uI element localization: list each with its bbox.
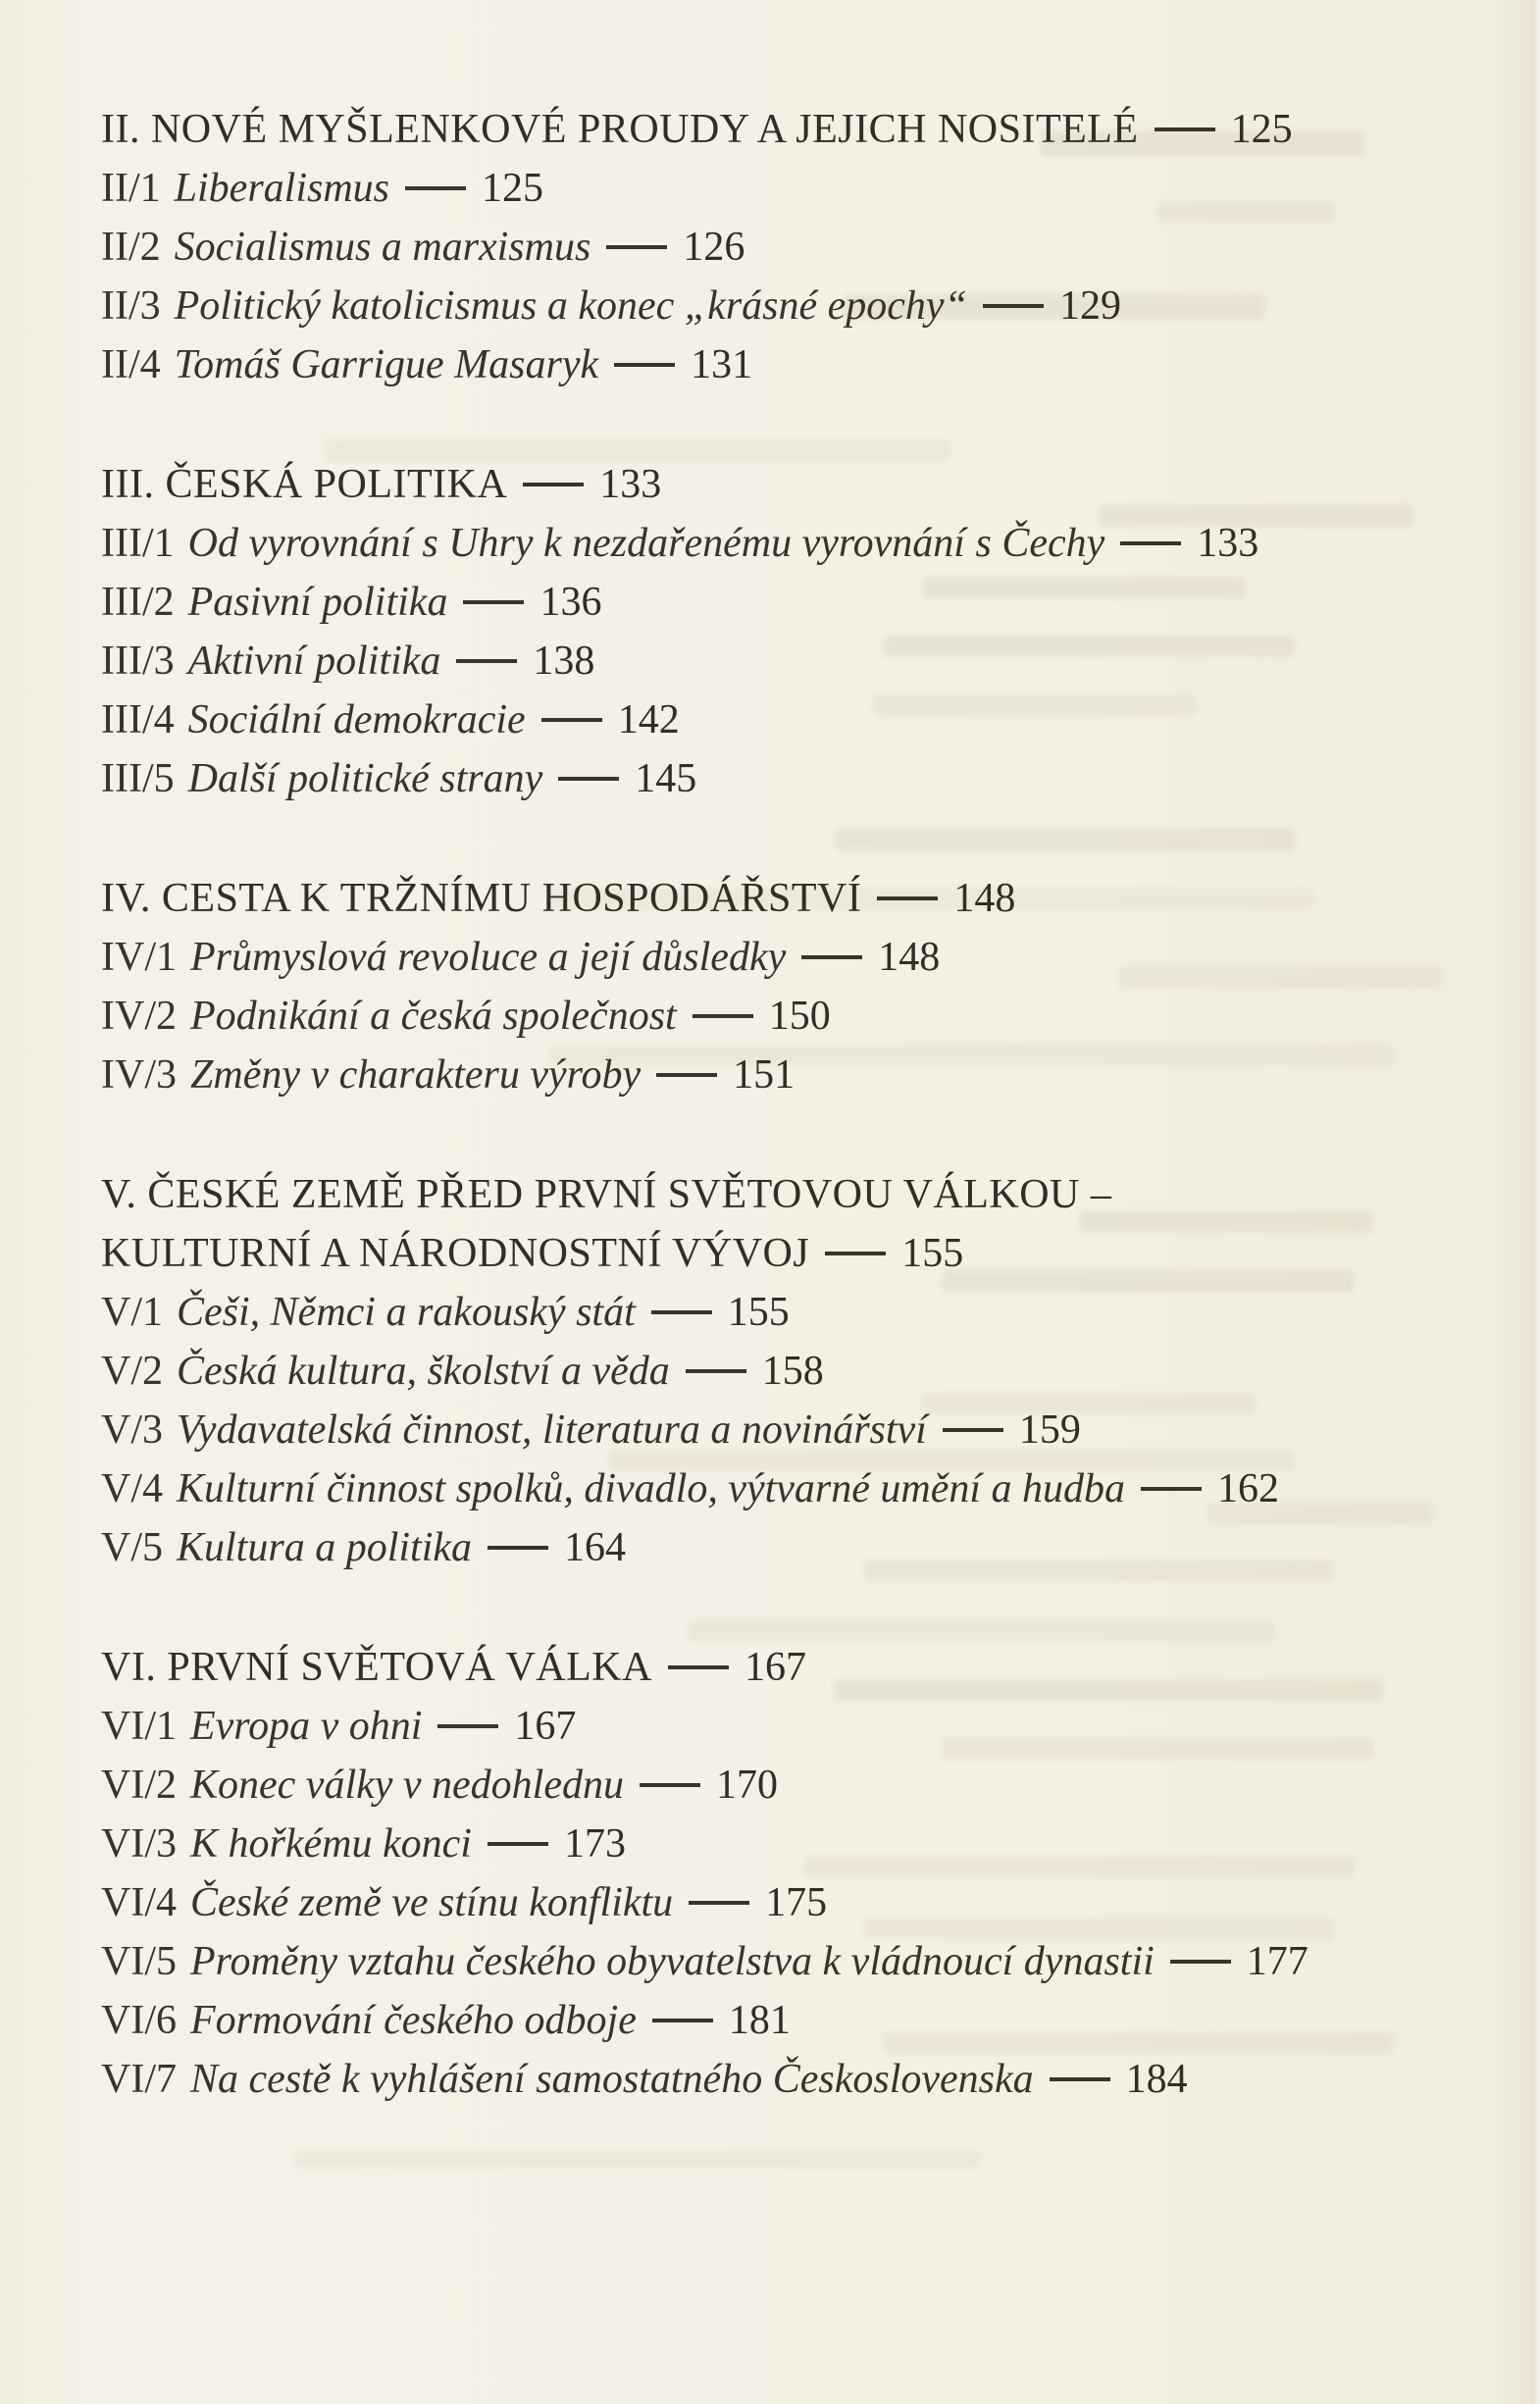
entry-page-number: 164 <box>564 1525 627 1570</box>
toc-entry <box>101 1756 1494 1815</box>
dash-separator <box>437 1724 498 1728</box>
dash-separator <box>983 304 1044 308</box>
entry-label: III/4 <box>101 697 175 742</box>
entry-page-number: 170 <box>715 1763 778 1808</box>
dash-separator <box>1141 1487 1202 1491</box>
entry-label: II/2 <box>101 225 161 270</box>
dash-separator <box>640 1783 700 1787</box>
toc-entry <box>101 1991 1494 2050</box>
entry-label: VI/2 <box>101 1763 177 1808</box>
entry-page-number: 151 <box>733 1052 796 1098</box>
entry-page-number: 150 <box>768 994 831 1039</box>
dash-separator <box>1120 541 1181 545</box>
entry-title: Od vyrovnání s Uhry k nezdařenému vyrovnání s Čechy <box>187 521 1105 566</box>
entry-title: Kultura a politika <box>177 1525 473 1570</box>
entry-label: III/2 <box>101 580 175 625</box>
dash-separator <box>614 363 675 367</box>
toc-entry <box>101 218 1494 277</box>
entry-title: Socialismus a marxismus <box>174 225 591 270</box>
entry-title: Češi, Němci a rakouský stát <box>177 1290 636 1335</box>
entry-label: II/1 <box>101 166 161 211</box>
toc-section <box>101 1638 1494 2109</box>
dash-separator <box>825 1252 886 1255</box>
toc-entry <box>101 1697 1494 1756</box>
entry-title: Proměny vztahu českého obyvatelstva k vládnoucí dynastii <box>190 1939 1155 1984</box>
entry-title: Další politické strany <box>187 756 543 801</box>
section-page-number: 155 <box>901 1231 964 1276</box>
toc-entry <box>101 1459 1494 1518</box>
entry-page-number: 181 <box>728 1998 791 2043</box>
dash-separator <box>1050 2077 1110 2081</box>
toc-section-heading-row <box>101 1224 1494 1283</box>
toc-section-heading-row <box>101 1165 1494 1224</box>
dash-separator <box>488 1842 548 1846</box>
toc-entry <box>101 691 1494 749</box>
toc-entry <box>101 749 1494 808</box>
toc-entry <box>101 2050 1494 2109</box>
dash-separator <box>1155 128 1215 131</box>
entry-title: Liberalismus <box>174 166 390 211</box>
entry-page-number: 155 <box>727 1290 790 1335</box>
entry-title: Formování českého odboje <box>190 1998 637 2043</box>
toc-entry <box>101 632 1494 691</box>
entry-label: V/3 <box>101 1407 163 1453</box>
entry-label: V/5 <box>101 1525 163 1570</box>
toc-entry <box>101 1046 1494 1104</box>
toc-entry <box>101 573 1494 632</box>
toc-section-heading-row <box>101 1638 1494 1697</box>
toc-section-heading-row <box>101 869 1494 928</box>
entry-label: IV/3 <box>101 1052 177 1098</box>
entry-label: IV/1 <box>101 935 177 980</box>
entry-label: VI/1 <box>101 1704 177 1749</box>
entry-page-number: 175 <box>765 1880 828 1925</box>
dash-separator <box>693 1014 753 1018</box>
toc-section <box>101 100 1494 394</box>
entry-title: Průmyslová revoluce a její důsledky <box>190 935 787 980</box>
dash-separator <box>488 1546 548 1550</box>
entry-title: Konec války v nedohlednu <box>190 1763 624 1808</box>
dash-separator <box>523 483 584 486</box>
entry-label: VI/4 <box>101 1880 177 1925</box>
entry-title: Sociální demokracie <box>187 697 526 742</box>
entry-title: Česká kultura, školství a věda <box>177 1349 670 1394</box>
toc-entry <box>101 1873 1494 1932</box>
dash-separator <box>801 955 862 959</box>
entry-page-number: 131 <box>691 342 753 387</box>
entry-page-number: 173 <box>563 1821 626 1867</box>
entry-title: Vydavatelská činnost, literatura a novinářství <box>177 1407 927 1453</box>
dash-separator <box>668 1665 729 1669</box>
entry-page-number: 159 <box>1018 1407 1081 1453</box>
toc-section <box>101 1165 1494 1577</box>
entry-page-number: 133 <box>1197 521 1259 566</box>
dash-separator <box>463 600 524 604</box>
entry-page-number: 145 <box>635 756 697 801</box>
dash-separator <box>943 1428 1003 1432</box>
entry-page-number: 148 <box>878 935 941 980</box>
entry-label: VI/7 <box>101 2057 177 2102</box>
entry-title: Evropa v ohni <box>190 1704 423 1749</box>
entry-label: V/2 <box>101 1349 163 1394</box>
entry-title: Tomáš Garrigue Masaryk <box>174 342 599 387</box>
section-page-number: 148 <box>953 876 1016 921</box>
dash-separator <box>405 186 466 190</box>
entry-label: IV/2 <box>101 994 177 1039</box>
dash-separator <box>686 1369 746 1373</box>
entry-page-number: 177 <box>1246 1939 1309 1984</box>
dash-separator <box>1170 1960 1231 1964</box>
section-page-number: 167 <box>744 1645 806 1690</box>
section-heading-text: KULTURNÍ A NÁRODNOSTNÍ VÝVOJ <box>101 1231 810 1276</box>
section-page-number: 125 <box>1230 107 1293 152</box>
entry-label: II/3 <box>101 283 161 329</box>
entry-page-number: 167 <box>514 1704 577 1749</box>
entry-page-number: 184 <box>1125 2057 1188 2102</box>
section-heading-text: IV. CESTA K TRŽNÍMU HOSPODÁŘSTVÍ <box>101 876 862 921</box>
entry-label: VI/3 <box>101 1821 177 1867</box>
entry-page-number: 126 <box>683 225 745 270</box>
entry-label: III/3 <box>101 639 175 684</box>
entry-label: II/4 <box>101 342 161 387</box>
entry-label: VI/6 <box>101 1998 177 2043</box>
entry-page-number: 142 <box>617 697 680 742</box>
toc-entry <box>101 1401 1494 1459</box>
entry-title: Podnikání a česká společnost <box>190 994 677 1039</box>
entry-title: Na cestě k vyhlášení samostatného Československa <box>190 2057 1034 2102</box>
dash-separator <box>456 659 517 663</box>
entry-page-number: 129 <box>1058 283 1121 329</box>
entry-title: Politický katolicismus a konec „krásné epochy“ <box>174 283 967 329</box>
entry-label: III/1 <box>101 521 175 566</box>
toc-section <box>101 869 1494 1104</box>
dash-separator <box>606 245 667 249</box>
toc-entry <box>101 1932 1494 1991</box>
toc-entry <box>101 1815 1494 1873</box>
toc-entry <box>101 514 1494 573</box>
entry-label: III/5 <box>101 756 175 801</box>
section-heading-text: III. ČESKÁ POLITIKA <box>101 462 508 507</box>
section-heading-text: II. NOVÉ MYŠLENKOVÉ PROUDY A JEJICH NOSITELÉ <box>101 107 1139 152</box>
section-heading-text: V. ČESKÉ ZEMĚ PŘED PRVNÍ SVĚTOVOU VÁLKOU – <box>101 1172 1112 1217</box>
dash-separator <box>656 1073 717 1077</box>
dash-separator <box>689 1901 749 1905</box>
toc-entry <box>101 987 1494 1046</box>
entry-title: Kulturní činnost spolků, divadlo, výtvarné umění a hudba <box>177 1466 1126 1511</box>
entry-page-number: 125 <box>482 166 544 211</box>
toc-section-heading-row <box>101 455 1494 514</box>
dash-separator <box>877 896 938 900</box>
entry-title: Pasivní politika <box>187 580 448 625</box>
dash-separator <box>652 2019 713 2022</box>
entry-label: V/4 <box>101 1466 163 1511</box>
entry-label: VI/5 <box>101 1939 177 1984</box>
toc-entry <box>101 928 1494 987</box>
entry-label: V/1 <box>101 1290 163 1335</box>
entry-title: K hořkému konci <box>190 1821 472 1867</box>
toc-entry <box>101 159 1494 218</box>
toc-entry <box>101 335 1494 394</box>
table-of-contents <box>101 100 1494 2170</box>
toc-entry <box>101 277 1494 335</box>
section-heading-text: VI. PRVNÍ SVĚTOVÁ VÁLKA <box>101 1645 652 1690</box>
toc-section <box>101 455 1494 808</box>
entry-page-number: 138 <box>533 639 595 684</box>
toc-entry <box>101 1342 1494 1401</box>
entry-page-number: 136 <box>539 580 602 625</box>
entry-title: Změny v charakteru výroby <box>190 1052 642 1098</box>
dash-separator <box>558 777 619 781</box>
toc-entry <box>101 1283 1494 1342</box>
entry-page-number: 158 <box>761 1349 824 1394</box>
toc-section-heading-row <box>101 100 1494 159</box>
dash-separator <box>651 1310 712 1314</box>
entry-title: Aktivní politika <box>187 639 441 684</box>
toc-entry <box>101 1518 1494 1577</box>
section-page-number: 133 <box>599 462 662 507</box>
entry-page-number: 162 <box>1217 1466 1280 1511</box>
dash-separator <box>541 718 602 722</box>
entry-title: České země ve stínu konfliktu <box>190 1880 674 1925</box>
